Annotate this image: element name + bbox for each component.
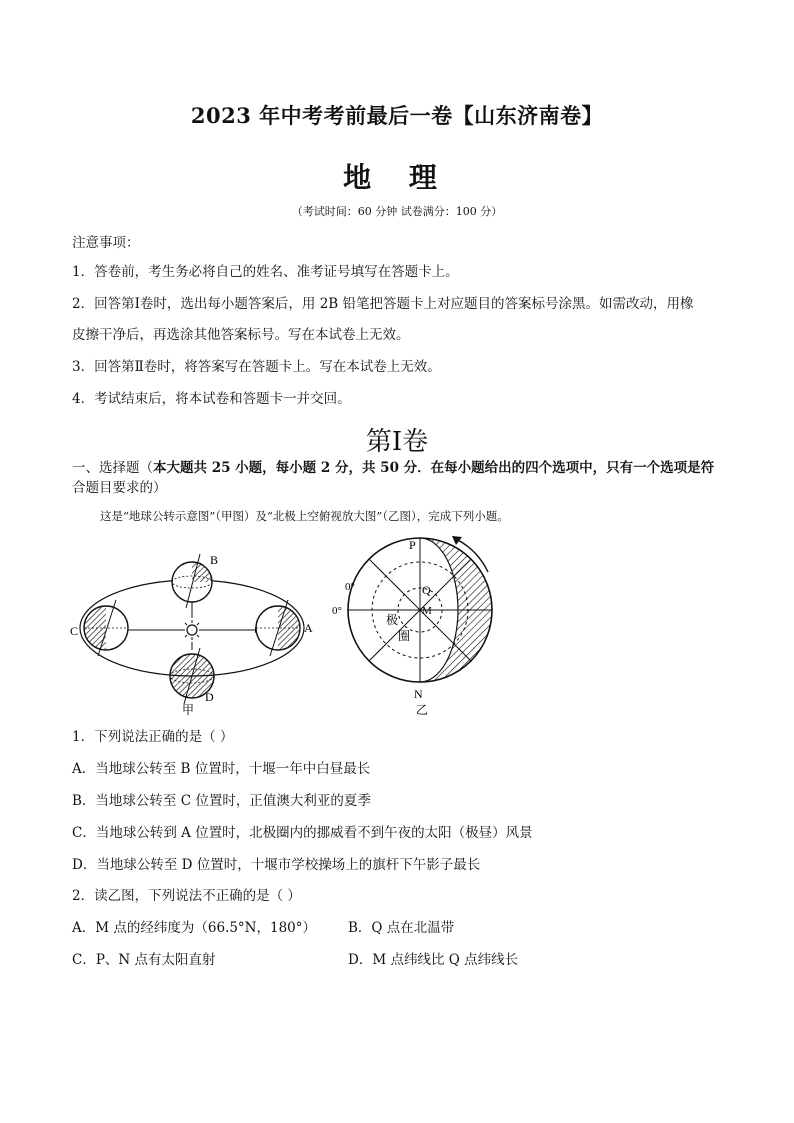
question-1-option-b: B．当地球公转至 C 位置时，正值澳大利亚的夏季: [72, 793, 371, 809]
note-item-4: 4．考试结束后，将本试卷和答题卡一并交回。: [72, 391, 351, 407]
question-2-option-c: C．P、N 点有太阳直射: [72, 952, 216, 968]
exam-info: （考试时间：60 分钟 试卷满分：100 分）: [291, 205, 503, 218]
question-1-option-a: A．当地球公转至 B 位置时，十堰一年中白昼最长: [72, 761, 371, 777]
label-d: D: [205, 690, 214, 704]
figure-yi: [328, 532, 508, 722]
question-1-option-d: D．当地球公转至 D 位置时，十堰市学校操场上的旗杆下午影子最长: [72, 857, 481, 873]
question-1-stem: 1．下列说法正确的是（ ）: [72, 729, 234, 745]
point-n: N: [414, 687, 423, 701]
instruction-bold-1: 本大题共 25 小题，每小题 2 分，共 50 分．在每小题给出的: [153, 460, 526, 476]
note-item-3: 3．回答第Ⅱ卷时，将答案写在答题卡上。写在本试卷上无效。: [72, 359, 441, 375]
section-instruction: [72, 458, 722, 478]
subject-title: 地 理: [343, 161, 451, 194]
point-q: Q: [422, 583, 431, 597]
label-yi: 乙: [416, 703, 429, 717]
circle-text-quan: 圈: [398, 629, 411, 643]
section-title: 第Ⅰ卷: [365, 427, 429, 457]
earth-b: [172, 554, 212, 608]
figure-intro: 这是“地球公转示意图”（甲图）及“北极上空俯视放大图”（乙图），完成下列小题。: [100, 509, 509, 523]
notes-heading: 注意事项：: [72, 235, 140, 251]
question-2-stem: 2．读乙图，下列说法不正确的是（ ）: [72, 888, 301, 904]
section-instruction-cont: 合题目要求的）: [72, 480, 167, 496]
label-b: B: [210, 553, 219, 567]
latitude-label: 0°: [345, 581, 355, 593]
figure-jia: [64, 548, 326, 716]
note-item-1: 1．答卷前，考生务必将自己的姓名、准考证号填写在答题卡上。: [72, 264, 459, 280]
circle-text-ji: 极: [386, 613, 399, 627]
question-2-option-d: D．M 点纬线比 Q 点纬线长: [348, 952, 519, 968]
label-a: A: [304, 621, 313, 635]
note-item-2-cont: 皮擦干净后，再选涂其他答案标号。写在本试卷上无效。: [72, 327, 410, 343]
instruction-bold-2: 四个选项中，只有一个选项是符: [525, 460, 715, 476]
label-c: C: [70, 624, 79, 638]
note-item-2: 2．回答第Ⅰ卷时，选出每小题答案后，用 2B 铅笔把答题卡上对应题目的答案标号涂黑。如需改动，用橡: [72, 296, 694, 312]
question-2-option-a: A．M 点的经纬度为（66.5°N，180°）: [72, 920, 317, 936]
point-p: P: [409, 538, 416, 552]
question-1-option-c: C．当地球公转到 A 位置时，北极圈内的挪威看不到午夜的太阳（极昼）风景: [72, 825, 533, 841]
label-jia: 甲: [182, 703, 195, 716]
exam-title: 2023 年中考考前最后一卷【山东济南卷】: [190, 103, 604, 128]
longitude-label: 0°: [332, 605, 342, 617]
question-2-option-b: B．Q 点在北温带: [348, 920, 455, 936]
instruction-prefix: 一、选择题（: [72, 460, 153, 476]
point-m: M: [422, 605, 432, 617]
sun-icon: [182, 620, 202, 640]
